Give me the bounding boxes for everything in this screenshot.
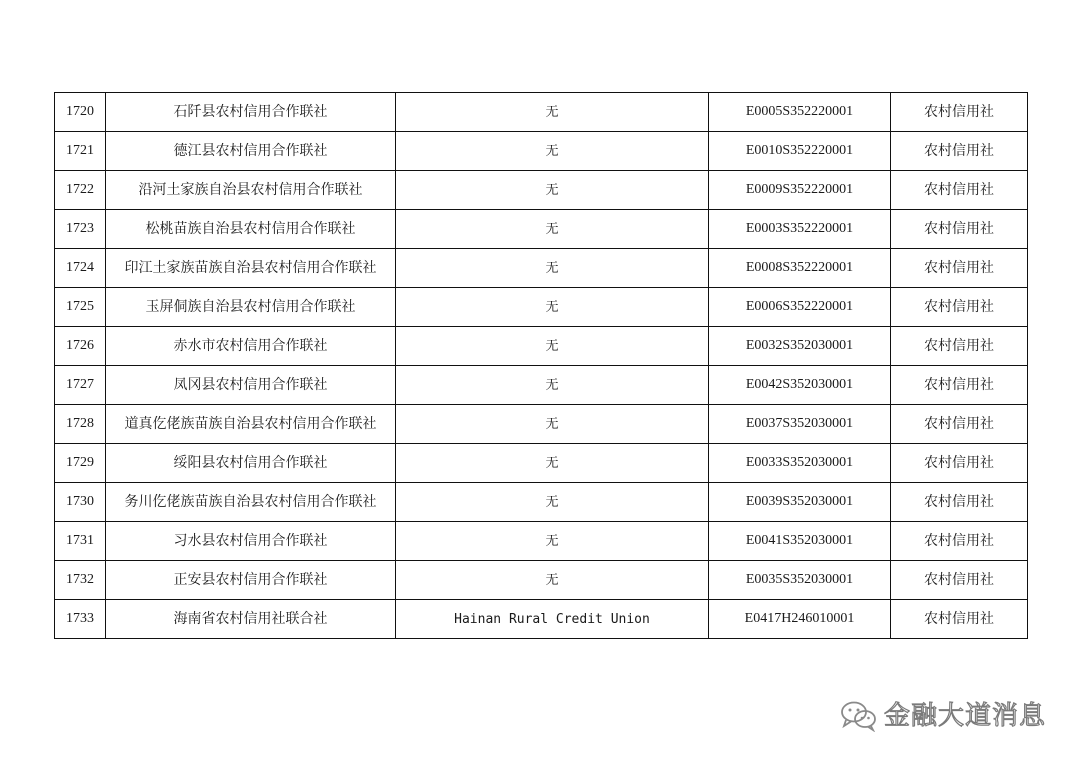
institution-code-cell: E0003S352220001	[709, 210, 891, 249]
institution-name-cell: 松桃苗族自治县农村信用合作联社	[106, 210, 396, 249]
institution-code-cell: E0009S352220001	[709, 171, 891, 210]
institution-type-cell: 农村信用社	[891, 483, 1028, 522]
institution-code-cell: E0037S352030001	[709, 405, 891, 444]
english-name-cell: 无	[396, 171, 709, 210]
institution-name-cell: 务川仡佬族苗族自治县农村信用合作联社	[106, 483, 396, 522]
watermark	[840, 698, 1046, 734]
institution-code-cell: E0417H246010001	[709, 600, 891, 639]
table-row	[55, 522, 1028, 561]
table-row	[55, 561, 1028, 600]
institution-code-cell: E0005S352220001	[709, 93, 891, 132]
table-row	[55, 249, 1028, 288]
institution-code-cell: E0039S352030001	[709, 483, 891, 522]
row-number-cell: 1733	[55, 600, 106, 639]
institution-name-cell: 绥阳县农村信用合作联社	[106, 444, 396, 483]
institution-type-cell: 农村信用社	[891, 132, 1028, 171]
institution-type-cell: 农村信用社	[891, 327, 1028, 366]
row-number-cell: 1728	[55, 405, 106, 444]
row-number-cell: 1724	[55, 249, 106, 288]
table-row	[55, 132, 1028, 171]
institution-name-cell: 印江土家族苗族自治县农村信用合作联社	[106, 249, 396, 288]
table-row	[55, 288, 1028, 327]
row-number-cell: 1727	[55, 366, 106, 405]
institution-name-cell: 石阡县农村信用合作联社	[106, 93, 396, 132]
row-number-cell: 1729	[55, 444, 106, 483]
row-number-cell: 1720	[55, 93, 106, 132]
table-row	[55, 405, 1028, 444]
table-row	[55, 171, 1028, 210]
row-number-cell: 1731	[55, 522, 106, 561]
english-name-cell: 无	[396, 366, 709, 405]
english-name-cell: 无	[396, 405, 709, 444]
table-row	[55, 327, 1028, 366]
institution-name-cell: 玉屏侗族自治县农村信用合作联社	[106, 288, 396, 327]
institution-type-cell: 农村信用社	[891, 561, 1028, 600]
institution-type-cell: 农村信用社	[891, 171, 1028, 210]
institution-code-cell: E0010S352220001	[709, 132, 891, 171]
institution-name-cell: 沿河土家族自治县农村信用合作联社	[106, 171, 396, 210]
english-name-cell: Hainan Rural Credit Union	[396, 600, 709, 639]
english-name-cell: 无	[396, 522, 709, 561]
institution-name-cell: 海南省农村信用社联合社	[106, 600, 396, 639]
english-name-cell: 无	[396, 483, 709, 522]
watermark-text: 金融大道消息	[883, 701, 1046, 731]
institution-type-cell: 农村信用社	[891, 93, 1028, 132]
institution-type-cell: 农村信用社	[891, 210, 1028, 249]
institution-name-cell: 习水县农村信用合作联社	[106, 522, 396, 561]
institution-table	[54, 92, 1028, 639]
institution-type-cell: 农村信用社	[891, 444, 1028, 483]
institution-name-cell: 赤水市农村信用合作联社	[106, 327, 396, 366]
row-number-cell: 1732	[55, 561, 106, 600]
institution-code-cell: E0042S352030001	[709, 366, 891, 405]
institution-code-cell: E0041S352030001	[709, 522, 891, 561]
english-name-cell: 无	[396, 444, 709, 483]
institution-type-cell: 农村信用社	[891, 366, 1028, 405]
row-number-cell: 1721	[55, 132, 106, 171]
institution-code-cell: E0006S352220001	[709, 288, 891, 327]
institution-name-cell: 道真仡佬族苗族自治县农村信用合作联社	[106, 405, 396, 444]
institution-type-cell: 农村信用社	[891, 288, 1028, 327]
institution-code-cell: E0035S352030001	[709, 561, 891, 600]
english-name-cell: 无	[396, 327, 709, 366]
institution-type-cell: 农村信用社	[891, 522, 1028, 561]
institution-code-cell: E0008S352220001	[709, 249, 891, 288]
table-row	[55, 210, 1028, 249]
institution-table-container	[54, 92, 1026, 639]
english-name-cell: 无	[396, 561, 709, 600]
institution-type-cell: 农村信用社	[891, 405, 1028, 444]
english-name-cell: 无	[396, 288, 709, 327]
table-row	[55, 93, 1028, 132]
english-name-cell: 无	[396, 210, 709, 249]
table-row	[55, 483, 1028, 522]
row-number-cell: 1723	[55, 210, 106, 249]
table-body	[55, 93, 1028, 639]
institution-code-cell: E0032S352030001	[709, 327, 891, 366]
institution-name-cell: 正安县农村信用合作联社	[106, 561, 396, 600]
english-name-cell: 无	[396, 249, 709, 288]
row-number-cell: 1725	[55, 288, 106, 327]
institution-name-cell: 德江县农村信用合作联社	[106, 132, 396, 171]
table-row	[55, 366, 1028, 405]
institution-type-cell: 农村信用社	[891, 600, 1028, 639]
row-number-cell: 1722	[55, 171, 106, 210]
institution-code-cell: E0033S352030001	[709, 444, 891, 483]
table-row	[55, 444, 1028, 483]
wechat-icon	[840, 700, 878, 732]
row-number-cell: 1730	[55, 483, 106, 522]
table-row	[55, 600, 1028, 639]
row-number-cell: 1726	[55, 327, 106, 366]
english-name-cell: 无	[396, 132, 709, 171]
institution-name-cell: 凤冈县农村信用合作联社	[106, 366, 396, 405]
english-name-cell: 无	[396, 93, 709, 132]
institution-type-cell: 农村信用社	[891, 249, 1028, 288]
